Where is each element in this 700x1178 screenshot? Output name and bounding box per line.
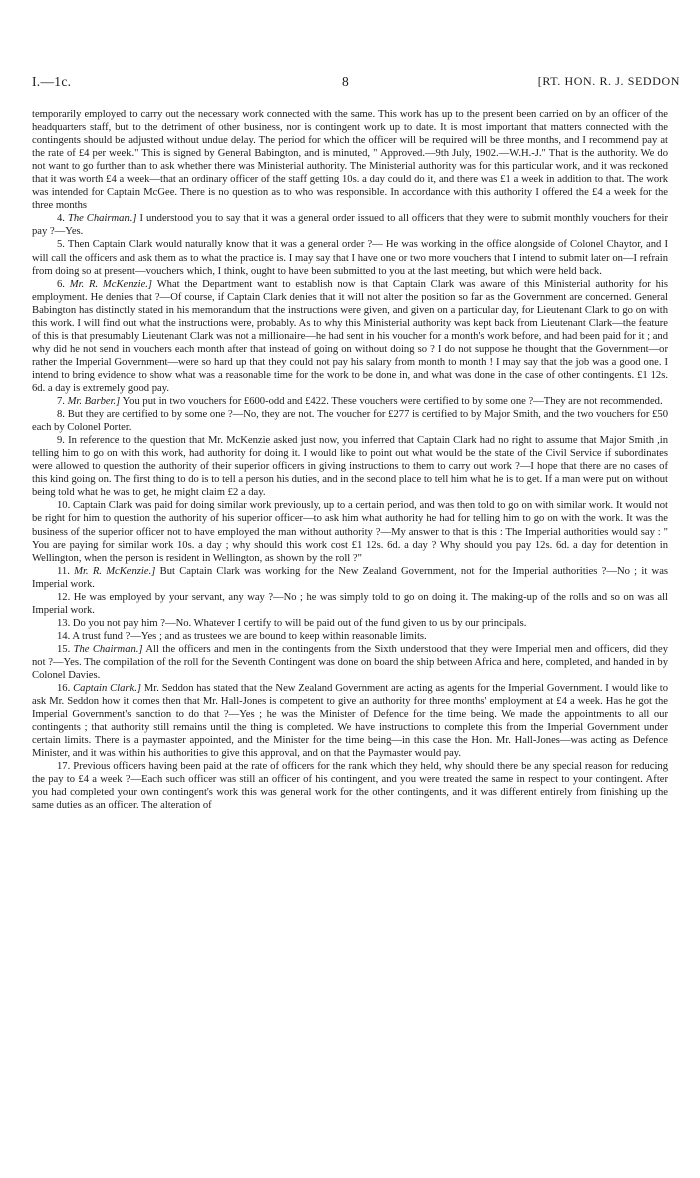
paragraph-text: temporarily employed to carry out the necessary work connected with the same. This work has up to the present been carried on by an officer of the headquarters staff, but to the detriment of other business, nor is contingent work up to date. It is most important that matters connected with the contingents should be adjusted without undue delay. The period for which the officer will be required will be three months, and I recommend pay at the rate of £4 per week." This is signed by General Babington, and is minuted, " Approved.—9th July, 1902.—W.H.-J." That is the authority. We do not want to go further than to ask whether there was Ministerial authority. The Ministerial authority was for this particular work, and it was reckoned that it was worth £4 a week—that an ordinary officer of the staff getting 10s. a day could do it, and there was £1 a week in addition to that. The work was intended for Captain McGee. There is no question as to who was responsible. In accordance with this authority I offered the £4 a week for the three months [32, 109, 668, 212]
paragraph [32, 212, 668, 238]
question-number: 11. [57, 565, 70, 577]
question-number: 17. [57, 761, 71, 773]
paragraph [32, 643, 668, 682]
speaker-label: The Chairman.] [67, 213, 137, 225]
question-number: 15. [57, 643, 71, 655]
question-number: 4. [57, 213, 65, 225]
speaker-label: Captain Clark.] [73, 683, 142, 695]
speaker-header: [RT. HON. R. J. SEDDON [537, 74, 680, 88]
paragraph-text: I understood you to say that it was a general order issued to all officers that they were to submit monthly vouchers for their pay ?—Yes. [32, 213, 669, 238]
question-number: 10. [57, 500, 71, 512]
paragraph-text: A trust fund ?—Yes ; and as trustees we are bound to keep within reasonable limits. [72, 630, 427, 642]
question-number: 6. [57, 278, 65, 290]
paragraph-text: You put in two vouchers for £600-odd and £422. These vouchers were certified to by some one ?—They are not recommended. [122, 396, 663, 408]
paragraph [32, 278, 668, 395]
speaker-label: Mr. R. McKenzie.] [69, 278, 153, 290]
paragraph [32, 499, 668, 564]
paragraph-text: Then Captain Clark would naturally know that it was a general order ?— He was working in the office alongside of Colonel Chaytor, and I will call the officers and ask them as to what the practice is. I may say that I have one or two more vouchers that I intend to submit later on—I refrain from doing so at present—vouchers which, I think, ought to have been submitted to you at the last meeting, but which were held back. [32, 239, 668, 277]
page-number: 8 [342, 74, 350, 89]
paragraph-text: He was employed by your servant, any way ?—No ; he was simply told to go on doing it. The making-up of the rolls and so on was all Imperial work. [32, 591, 668, 616]
running-head [32, 74, 680, 94]
paragraph-text: Captain Clark was paid for doing similar work previously, up to a certain period, and was then told to go on with similar work. It would not be right for him to question the authority of his superior officer—to ask him what authority he had for telling him to go on with the work. It was the business of the superior officer not to have employed the man without authority ?—My answer to that is this : The Imperial authorities would say : " You are paying for similar work 10s. a day ; why should this work cost £1 12s. 6d. a day ? Why should you pay 12s. 6d. a day for detention in Wellington, when the person is resident in Wellington, as shown by the roll ?" [32, 500, 668, 564]
speaker-label: Mr. R. McKenzie.] [74, 565, 156, 577]
paragraph [32, 434, 668, 499]
question-number: 8. [57, 409, 65, 421]
paragraph-text: But they are certified to by some one ?—No, they are not. The voucher for £277 is certified to by Major Smith, and the two vouchers for £50 each by Colonel Porter. [32, 409, 668, 434]
paragraph [32, 591, 668, 617]
question-number: 12. [57, 591, 71, 603]
paragraph-text: All the officers and men in the contingents from the Sixth understood that they were Imperial men and officers, did they not ?—Yes. The compilation of the roll for the Seventh Contingent was done on board the ship between Africa and here, completed, and handed in by Colonel Davies. [32, 643, 669, 682]
paragraph-text: What the Department want to establish now is that Captain Clark was aware of this Ministerial authority for his employment. He denies that ?—Of course, if Captain Clark denies that it will not alter the position so far as the Government are concerned. General Babington has distinctly stated in his memorandum that the instructions were given, and given on a particular day, for Lieutenant Clark to go on with this work. I will find out what the instructions were, probably. As to why this Ministerial authority was kept back from Lieutenant Clark—the feature of this is that presumably Lieutenant Clark was not a millionaire—he had sent in his voucher for a month's work before, and had been paid for it ; and why did he not send in vouchers each month after that instead of going on without doing so ? I do not suppose he thought that the Government—or rather the Imperial Government—were so hard up that they could not pay his salary from month to month ! I may say that the job was a good one. I intend to bring evidence to show what was a reasonable time for the work to be done in, and what was done in the case of other contingents. £1 12s. 6d. a day is extremely good pay. [32, 278, 669, 394]
transcript-body [32, 108, 668, 813]
question-number: 13. [57, 617, 71, 629]
paragraph [32, 617, 668, 630]
question-number: 5. [57, 239, 65, 251]
paragraph [32, 565, 668, 591]
paragraph-text: But Captain Clark was working for the New Zealand Government, not for the Imperial authorities ?—No ; it was Imperial work. [32, 565, 669, 590]
question-number: 7. [57, 396, 65, 408]
paragraph-text: In reference to the question that Mr. McKenzie asked just now, you inferred that Captain Clark had no right to assume that Major Smith ,in telling him to go on with this work, had authority for doing it. I would like to point out what would be the state of the Civil Service if subordinates were allowed to question the authority of their superior officers in giving instructions to them to carry out work ?—I hope that there are no cases of this kind going on. The first thing to do is to tell a person his duties, and in the second place to tell him what he is to get. If a man were put on without being told what he was to get, he might claim £2 a day. [32, 435, 668, 499]
speaker-label: Mr. Barber.] [67, 396, 121, 408]
document-code: I.—1c. [32, 74, 72, 89]
paragraph-text: Mr. Seddon has stated that the New Zealand Government are acting as agents for the Imperial Government. I would like to ask Mr. Seddon how it comes then that Mr. Hall-Jones is competent to give an authority for three months' employment at £4 a week. Has he got the Imperial Government's sanction to do that ?—Yes ; he was the Minister of Defence for the time being. We made the appointments to all our contingents ; that authority still remains until the thing is completed. We have instructions to complete this from the Imperial Government under certain limits. There is a paymaster appointed, and the Minister for the time being—in this case the Hon. Mr. Hall-Jones—was acting as Defence Minister, and it was within his authorities to give this approval, and on that the Paymaster would pay. [32, 683, 668, 760]
paragraph [32, 760, 668, 812]
paragraph [32, 630, 668, 643]
paragraph [32, 408, 668, 434]
question-number: 16. [57, 683, 71, 695]
paragraph [32, 682, 668, 760]
question-number: 9. [57, 435, 65, 447]
question-number: 14. [57, 630, 71, 642]
paragraph-text: Do you not pay him ?—No. Whatever I certify to will be paid out of the fund given to us by our principals. [72, 617, 527, 629]
paragraph [32, 395, 668, 408]
paragraph-text: Previous officers having been paid at the rate of officers for the rank which they held, why should there be any special reason for reducing the pay to £4 a week ?—Each such officer was still an officer of his contingent, and you were treated the same in respect to your contingent. After you had completed your own contingent's work this was general work for the other contingents, and it was different entirely from finishing up the same duties as an officer. The alteration of [32, 761, 669, 812]
paragraph [32, 108, 668, 212]
speaker-label: The Chairman.] [73, 643, 143, 655]
paragraph [32, 238, 668, 277]
